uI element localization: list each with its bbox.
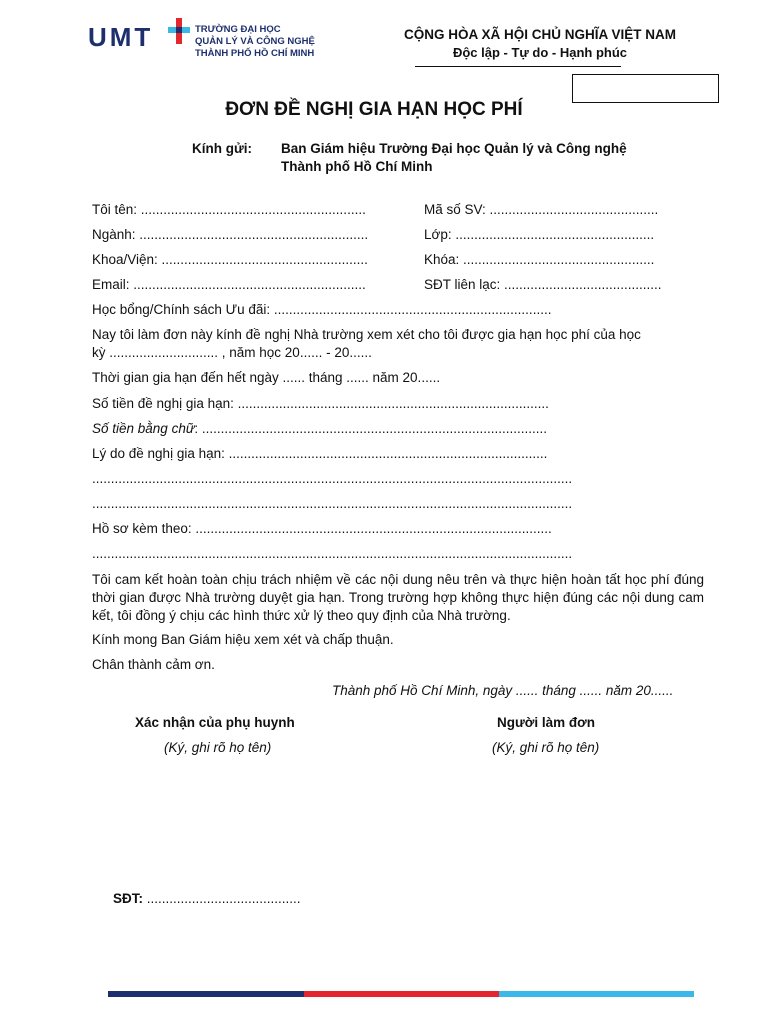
parent-phone xyxy=(113,891,301,906)
attachments-continuation: ................................................................................................................................ xyxy=(92,546,573,561)
field-attachments: Hồ sơ kèm theo: ............................................................................................... xyxy=(92,521,552,536)
applicant-signature-title: Người làm đơn xyxy=(497,715,595,730)
logo-abbr: UMT xyxy=(88,22,154,52)
approval-request: Kính mong Ban Giám hiệu xem xét và chấp thuận. xyxy=(92,632,394,647)
thanks-line: Chân thành cảm ơn. xyxy=(92,657,215,672)
field-phone: SĐT liên lạc: .......................................... xyxy=(424,277,662,292)
logo-line-1: TRƯỜNG ĐẠI HỌC xyxy=(195,24,281,35)
parent-signature-title: Xác nhận của phụ huynh xyxy=(135,715,295,730)
field-student-id: Mã số SV: ............................................. xyxy=(424,202,659,217)
parent-phone-label: SĐT: xyxy=(113,891,143,906)
reason-continuation-2: ................................................................................................................................ xyxy=(92,496,573,511)
logo-text xyxy=(195,24,315,60)
field-scholarship: Học bổng/Chính sách Ưu đãi: .......................................................................... xyxy=(92,302,552,317)
field-email: Email: .............................................................. xyxy=(92,277,366,292)
field-faculty: Khoa/Viện: ....................................................... xyxy=(92,252,368,267)
footer-bar-cyan xyxy=(499,991,694,997)
field-name: Tôi tên: ............................................................ xyxy=(92,202,366,217)
place-date: Thành phố Hồ Chí Minh, ngày ...... tháng ...... năm 20...... xyxy=(332,683,674,698)
amount-words-dots: : ............................................................................................ xyxy=(194,421,547,436)
field-amount-words xyxy=(92,421,547,436)
logo-line-2: QUẢN LÝ VÀ CÔNG NGHỆ xyxy=(195,36,315,47)
field-major: Ngành: ............................................................. xyxy=(92,227,369,242)
field-class: Lớp: ..................................................... xyxy=(424,227,655,242)
recipient-line-1: Ban Giám hiệu Trường Đại học Quản lý và Công nghệ xyxy=(281,141,627,156)
request-line-1: Nay tôi làm đơn này kính đề nghị Nhà trường xem xét cho tôi được gia hạn học phí của học xyxy=(92,327,641,342)
logo-line-3: THÀNH PHỐ HỒ CHÍ MINH xyxy=(195,48,315,59)
motto-underline xyxy=(415,66,621,67)
commitment-paragraph: Tôi cam kết hoàn toàn chịu trách nhiệm về các nội dung nêu trên và thực hiện hoàn tất học phí đúng thời gian được Nhà trường duyệt gia hạn. Trong trường hợp không thực hiện đúng các nội dung cam kết, tôi đồng ý chịu các hình thức xử lý theo quy định của Nhà trường. xyxy=(92,572,704,623)
reason-continuation-1: ................................................................................................................................ xyxy=(92,471,573,486)
document-title-text: ĐƠN ĐỀ NGHỊ GIA HẠN HỌC PHÍ xyxy=(225,99,523,120)
amount-words-label: Số tiền bằng chữ xyxy=(92,421,195,436)
logo-cross-icon xyxy=(168,18,190,44)
footer-bar-red xyxy=(304,991,499,997)
recipient-label: Kính gửi: xyxy=(192,141,253,156)
field-amount: Số tiền đề nghị gia hạn: ................................................................................... xyxy=(92,396,549,411)
parent-signature-note: (Ký, ghi rõ họ tên) xyxy=(164,740,272,755)
national-motto: Độc lập - Tự do - Hạnh phúc xyxy=(452,45,628,60)
field-deadline: Thời gian gia hạn đến hết ngày ...... tháng ...... năm 20...... xyxy=(92,370,441,385)
field-course: Khóa: ................................................... xyxy=(424,252,655,267)
national-title: CỘNG HÒA XÃ HỘI CHỦ NGHĨA VIỆT NAM xyxy=(403,27,676,42)
field-reason: Lý do đề nghị gia hạn: ..................................................................................... xyxy=(92,446,548,461)
applicant-signature-note: (Ký, ghi rõ họ tên) xyxy=(492,740,600,755)
document-title xyxy=(0,99,768,121)
footer-bar-navy xyxy=(108,991,304,997)
request-line-2: kỳ ............................. , năm học 20...... - 20...... xyxy=(92,345,372,360)
parent-phone-dots: ......................................... xyxy=(143,891,301,906)
recipient-line-2: Thành phố Hồ Chí Minh xyxy=(281,159,433,174)
